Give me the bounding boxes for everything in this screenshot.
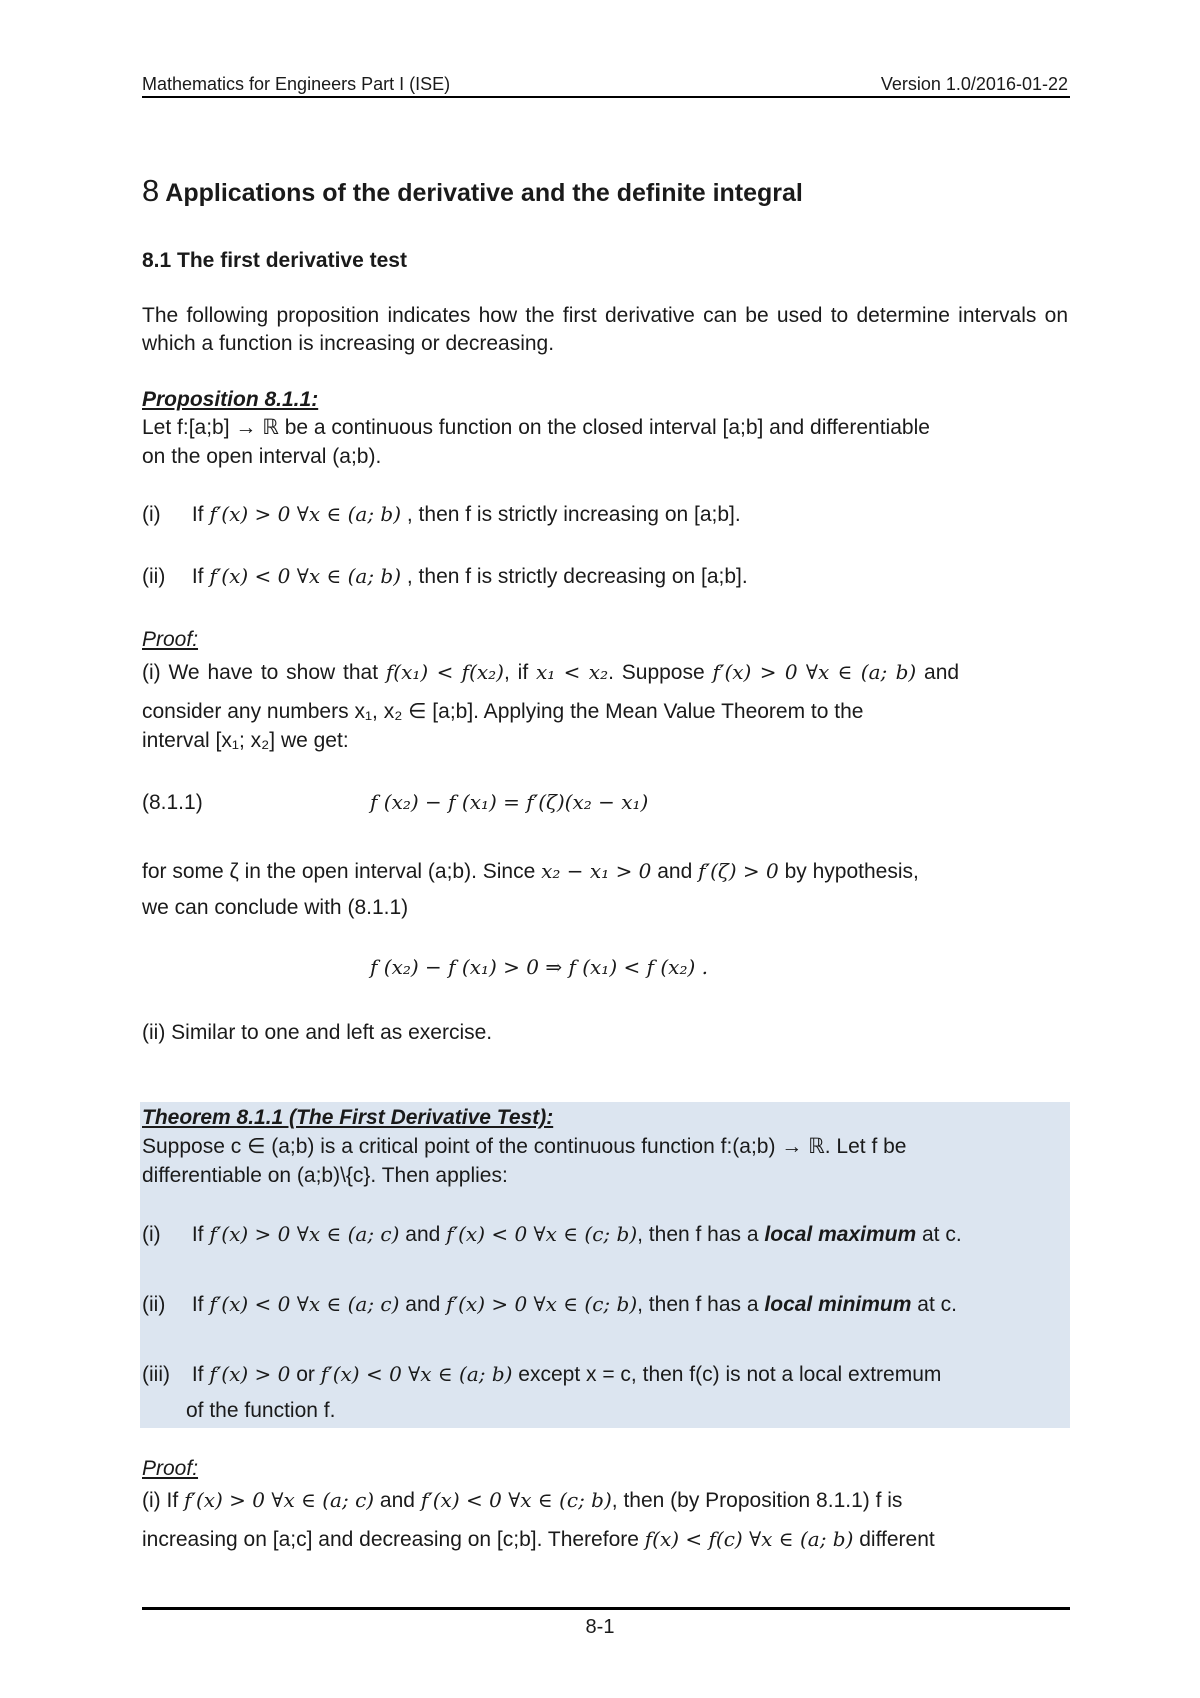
math: f′(x) < 0 ∀x ∈ (a; c) — [209, 1292, 400, 1316]
theorem-item-iii — [142, 1361, 1068, 1389]
proof2-label — [142, 1455, 1068, 1483]
text: and — [379, 1489, 415, 1512]
proof-title: Proof: — [142, 628, 199, 651]
theorem-statement-line1: Suppose c ∈ (a;b) is a critical point of the continuous function f:(a;b) → ℝ. Let f be — [142, 1135, 907, 1158]
text: and — [405, 1293, 441, 1316]
chapter-title: Applications of the derivative and the definite integral — [165, 179, 803, 207]
equation-8-1-1: f (x₂) − f (x₁) = f′(ζ)(x₂ − x₁) — [370, 790, 649, 814]
proof-label — [142, 626, 1068, 654]
theorem-item-ii — [142, 1291, 1068, 1319]
running-header-title: Mathematics for Engineers Part I (ISE) — [142, 74, 451, 94]
text: increasing on [a;c] and decreasing on [c;b]. Therefore — [142, 1528, 639, 1551]
footer-rule — [142, 1607, 1070, 1610]
text: different — [859, 1528, 935, 1551]
theorem-statement-line2: differentiable on (a;b)\{c}. Then applies: — [142, 1164, 508, 1187]
item-text: , then f is strictly decreasing on [a;b]. — [406, 565, 748, 588]
item-if: If — [191, 1293, 204, 1316]
proof1-line3: interval [x₁; x₂] we get: — [142, 729, 349, 752]
text: . Suppose — [608, 661, 705, 684]
theorem-title: Theorem 8.1.1 (The First Derivative Test): — [142, 1106, 554, 1129]
item-number: (iii) — [142, 1363, 170, 1386]
math: f(x) < f(c) ∀x ∈ (a; b) — [644, 1527, 854, 1551]
proof-title: Proof: — [142, 1457, 199, 1480]
theorem-label — [142, 1104, 1068, 1132]
text: at c. — [921, 1223, 962, 1246]
item-if: If — [191, 503, 204, 526]
running-header-version: Version 1.0/2016-01-22 — [880, 74, 1068, 94]
text: and — [405, 1223, 441, 1246]
text: at c. — [917, 1293, 957, 1316]
proof1-line4 — [142, 858, 1068, 886]
local-minimum-term: local minimum — [764, 1293, 912, 1316]
chapter-heading — [142, 170, 803, 212]
proposition-item-i — [142, 501, 1068, 529]
text: except x = c, then f(c) is not a local extremum — [518, 1363, 942, 1386]
equation-label: (8.1.1) — [142, 791, 203, 814]
item-math: f′(x) < 0 ∀x ∈ (a; b) — [209, 564, 402, 588]
text: (i) We have to show that — [142, 661, 379, 684]
math: f′(x) < 0 ∀x ∈ (c; b) — [446, 1222, 638, 1246]
text: by hypothesis, — [784, 860, 919, 883]
item-math: f′(x) > 0 ∀x ∈ (a; b) — [209, 502, 402, 526]
math: f′(x) < 0 ∀x ∈ (a; b) — [320, 1362, 513, 1386]
proof1-line2: consider any numbers x₁, x₂ ∈ [a;b]. Applying the Mean Value Theorem to the — [142, 700, 864, 723]
theorem-item-i — [142, 1221, 1068, 1249]
math: f′(x) > 0 ∀x ∈ (c; b) — [446, 1292, 638, 1316]
text: and — [924, 661, 960, 684]
intro-paragraph: The following proposition indicates how the first derivative can be used to determine intervals on which a function is increasing or decreasing. — [142, 304, 1068, 356]
math: f′(x) > 0 — [209, 1362, 291, 1386]
math: x₁ < x₂ — [536, 660, 609, 684]
chapter-number: 8 — [142, 173, 160, 208]
math: f′(x) > 0 ∀x ∈ (a; c) — [184, 1488, 375, 1512]
text: and — [657, 860, 693, 883]
proposition-label — [142, 386, 1068, 414]
proof2-line2 — [142, 1526, 1068, 1554]
proof1-line1 — [142, 659, 1068, 687]
math: f′(x) > 0 ∀x ∈ (a; c) — [209, 1222, 400, 1246]
text: (i) If — [142, 1489, 179, 1512]
math: f(x₁) < f(x₂) — [385, 660, 504, 684]
proposition-item-ii — [142, 563, 1068, 591]
proof1-line5: we can conclude with (8.1.1) — [142, 896, 409, 919]
text: , if — [504, 661, 529, 684]
item-text: , then f is strictly increasing on [a;b]. — [406, 503, 741, 526]
proposition-statement-line2: on the open interval (a;b). — [142, 445, 382, 468]
item-if: If — [191, 1223, 204, 1246]
proof2-line1 — [142, 1487, 1068, 1515]
section-heading: 8.1 The first derivative test — [142, 249, 407, 272]
item-if: If — [191, 1363, 204, 1386]
proposition-title: Proposition 8.1.1: — [142, 388, 319, 411]
proof1-line6: (ii) Similar to one and left as exercise. — [142, 1021, 493, 1044]
text: , then f has a — [637, 1223, 759, 1246]
text: , then f has a — [637, 1293, 759, 1316]
item-number: (ii) — [142, 565, 166, 588]
item-if: If — [191, 565, 204, 588]
text: or — [296, 1363, 315, 1386]
item-number: (ii) — [142, 1293, 166, 1316]
header-rule — [142, 96, 1070, 98]
theorem-item-iii-line2: of the function f. — [186, 1399, 336, 1422]
math: f′(x) > 0 ∀x ∈ (a; b) — [712, 660, 917, 684]
text: for some ζ in the open interval (a;b). Since — [142, 860, 536, 883]
math: f′(ζ) > 0 — [698, 859, 779, 883]
equation-conclusion: f (x₂) − f (x₁) > 0 ⇒ f (x₁) < f (x₂) . — [370, 955, 708, 979]
item-number: (i) — [142, 503, 161, 526]
math: f′(x) < 0 ∀x ∈ (c; b) — [420, 1488, 612, 1512]
page-number: 8-1 — [585, 1616, 615, 1638]
text: , then (by Proposition 8.1.1) f is — [611, 1489, 903, 1512]
local-maximum-term: local maximum — [764, 1223, 917, 1246]
math: x₂ − x₁ > 0 — [541, 859, 652, 883]
proposition-statement-line1: Let f:[a;b] → ℝ be a continuous function on the closed interval [a;b] and differentiable — [142, 416, 930, 439]
item-number: (i) — [142, 1223, 161, 1246]
